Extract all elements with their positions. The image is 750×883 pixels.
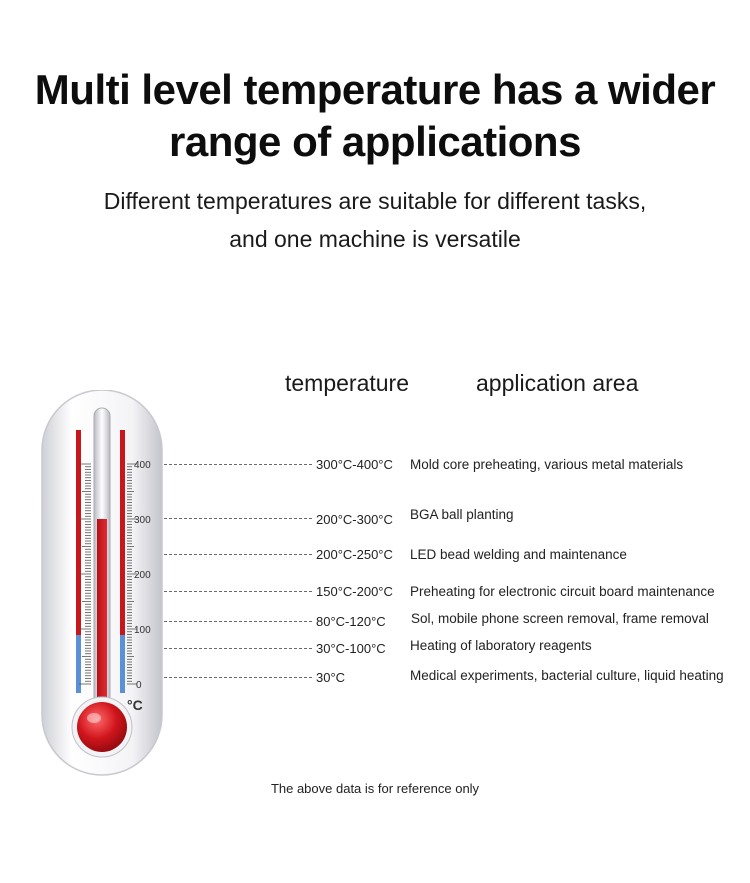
subtitle-line-2: and one machine is versatile	[229, 226, 521, 252]
row-temperature: 300°C-400°C	[316, 457, 393, 472]
row-application: Heating of laboratory reagents	[410, 638, 592, 653]
row-temperature: 150°C-200°C	[316, 584, 393, 599]
leader-line	[164, 518, 312, 519]
row-application: Sol, mobile phone screen removal, frame removal	[411, 611, 709, 626]
application-column-header: application area	[476, 370, 639, 396]
thermometer-bulb	[77, 702, 127, 752]
list-item	[0, 545, 750, 565]
row-temperature: 200°C-250°C	[316, 547, 393, 562]
unit-label: °C	[127, 697, 143, 713]
row-application: Medical experiments, bacterial culture, liquid heating	[410, 668, 724, 683]
leader-line	[164, 677, 312, 678]
leader-line	[164, 464, 312, 465]
scale-label-100: 100	[134, 625, 151, 636]
subtitle-line-1: Different temperatures are suitable for different tasks,	[103, 188, 647, 214]
title-line-2: range of applications	[169, 118, 581, 165]
list-item	[0, 668, 750, 688]
row-application: Mold core preheating, various metal materials	[410, 457, 684, 472]
page-subtitle	[0, 182, 750, 258]
row-application: BGA ball planting	[410, 507, 514, 522]
list-item	[0, 455, 750, 475]
temperature-column-header: temperature	[285, 370, 410, 396]
scale-label-300: 300	[134, 515, 151, 526]
list-item	[0, 612, 750, 632]
list-item	[0, 582, 750, 602]
list-item	[0, 639, 750, 659]
row-temperature: 30°C-100°C	[316, 641, 386, 656]
leader-line	[164, 591, 312, 592]
scale-label-200: 200	[134, 570, 151, 581]
bulb-highlight	[87, 713, 101, 723]
row-application: LED bead welding and maintenance	[410, 547, 627, 562]
list-item	[0, 509, 750, 529]
reference-note: The above data is for reference only	[270, 781, 480, 796]
title-line-1: Multi level temperature has a wider	[34, 66, 716, 113]
row-temperature: 80°C-120°C	[316, 614, 386, 629]
row-temperature: 30°C	[316, 670, 346, 685]
row-temperature: 200°C-300°C	[316, 512, 393, 527]
leader-line	[164, 554, 312, 555]
leader-line	[164, 648, 312, 649]
leader-line	[164, 621, 312, 622]
page-title	[0, 64, 750, 168]
scale-label-0: 0	[136, 680, 142, 691]
scale-label-400: 400	[134, 460, 151, 471]
row-application: Preheating for electronic circuit board maintenance	[410, 584, 715, 599]
